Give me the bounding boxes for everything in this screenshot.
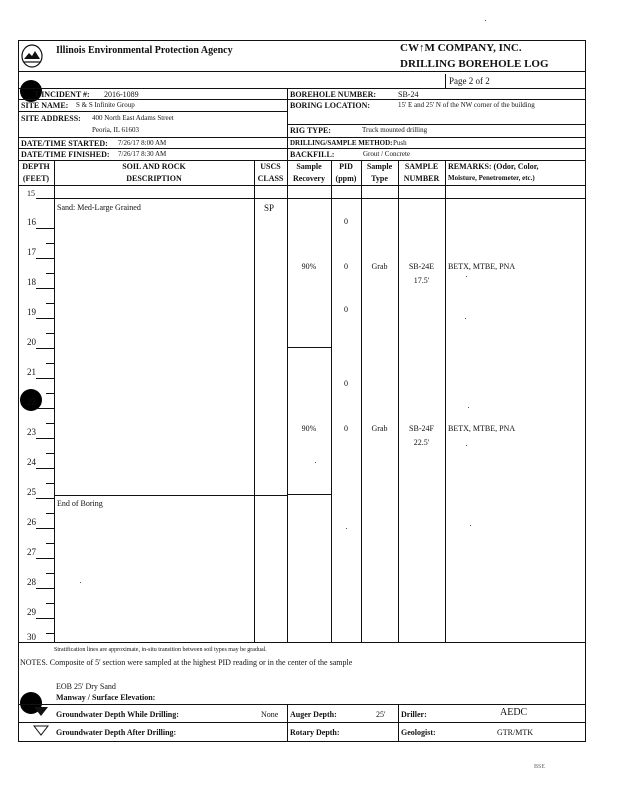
- backfill-label: BACKFILL:: [290, 150, 335, 159]
- depth-15: 15: [27, 189, 35, 198]
- depth-25: 25: [27, 487, 36, 497]
- backfill-value: Grout / Concrete: [363, 150, 411, 158]
- sample-1-number: SB-24E: [408, 262, 435, 271]
- col-uscs-1: USCS: [260, 162, 281, 171]
- date-started-label: DATE/TIME STARTED:: [21, 139, 108, 148]
- notes: NOTES. Composite of 5' section were sampled at the highest PID reading or in the center of the sample: [20, 658, 353, 667]
- sample-2-depth: 22.5': [413, 438, 430, 447]
- geologist-value: GTR/MTK: [497, 728, 533, 737]
- water-level-icon-2: [33, 724, 49, 742]
- water-level-icon-1: [33, 705, 49, 723]
- col-soil-1: SOIL AND ROCK: [122, 162, 186, 171]
- soil-unit-1: Sand: Med-Large Grained: [57, 203, 141, 212]
- depth-scale: [18, 185, 54, 642]
- col-number-1: SAMPLE: [404, 162, 439, 171]
- geologist-label: Geologist:: [401, 728, 436, 737]
- depth-17: 17: [27, 247, 36, 257]
- drilling-method-label: DRILLING/SAMPLE METHOD:: [290, 139, 393, 147]
- page-number: Page 2 of 2: [449, 76, 490, 86]
- sample-2-remarks: BETX, MTBE, PNA: [448, 424, 516, 433]
- sample-1-recovery: 90%: [301, 262, 317, 271]
- gw-after-label: Groundwater Depth After Drilling:: [56, 728, 177, 737]
- sample-1-remarks: BETX, MTBE, PNA: [448, 262, 516, 271]
- sample-2-type: Grab: [371, 424, 388, 433]
- drilling-method-value: Push: [393, 139, 407, 147]
- col-depth-1: DEPTH: [22, 162, 50, 171]
- stratification-note: Stratification lines are approximate, in-situ transition between soil types may be gradual.: [54, 647, 267, 653]
- depth-28: 28: [27, 577, 36, 587]
- gw-while-value: None: [261, 710, 279, 719]
- depth-18: 18: [27, 277, 36, 287]
- col-remarks-2: Moisture, Penetrometer, etc.): [448, 174, 535, 182]
- sample-1-type: Grab: [371, 262, 388, 271]
- sample-2-number: SB-24F: [409, 424, 434, 433]
- col-uscs-2: CLASS: [257, 174, 284, 183]
- col-pid-1: PID: [339, 162, 353, 171]
- manway-label: Manway / Surface Elevation:: [56, 693, 156, 702]
- depth-27: 27: [27, 547, 36, 557]
- agency-logo: [21, 44, 43, 68]
- depth-30: 30: [27, 632, 36, 642]
- depth-29: 29: [27, 607, 36, 617]
- col-remarks-1: REMARKS: (Odor, Color,: [448, 162, 539, 171]
- eob-note: EOB 25' Dry Sand: [56, 682, 116, 691]
- date-finished-value: 7/26/17 8:30 AM: [118, 150, 167, 158]
- depth-20: 20: [27, 337, 36, 347]
- col-number-2: NUMBER: [403, 174, 440, 183]
- depth-24: 24: [27, 457, 36, 467]
- gw-while-label: Groundwater Depth While Drilling:: [56, 710, 179, 719]
- date-started-value: 7/26/17 8:00 AM: [118, 139, 167, 147]
- col-depth-2: (FEET): [22, 174, 50, 183]
- site-address-line1: 400 North East Adams Street: [92, 114, 174, 122]
- driller-label: Driller:: [401, 710, 427, 719]
- sample-2-recovery: 90%: [301, 424, 317, 433]
- rig-type-value: Truck mounted drilling: [362, 126, 428, 134]
- site-address-label: SITE ADDRESS:: [21, 114, 81, 123]
- driller-value: AEDC: [500, 707, 528, 718]
- company-name: CW↑M COMPANY, INC.: [400, 42, 522, 54]
- borehole-label: BOREHOLE NUMBER:: [290, 90, 377, 99]
- col-recovery-1: Sample: [296, 162, 322, 171]
- date-finished-label: DATE/TIME FINISHED:: [21, 150, 110, 159]
- agency-name: Illinois Environmental Protection Agency: [56, 45, 233, 56]
- depth-22: 22: [27, 397, 36, 407]
- soil-unit-1-class: SP: [264, 203, 275, 213]
- incident-value: 2016-1089: [104, 90, 139, 99]
- end-of-boring: End of Boring: [57, 499, 103, 508]
- sample-2-pid: 0: [344, 424, 348, 433]
- col-soil-2: DESCRIPTION: [126, 174, 182, 183]
- depth-21: 21: [27, 367, 36, 377]
- incident-label: T INCIDENT #:: [34, 90, 90, 99]
- pid-reading-1: 0: [344, 217, 348, 226]
- site-name-label: SITE NAME:: [21, 101, 69, 110]
- site-name-value: S & S Infinite Group: [76, 101, 135, 109]
- auger-value: 25': [376, 710, 386, 719]
- pid-reading-2: 0: [344, 305, 348, 314]
- pid-reading-3: 0: [344, 379, 348, 388]
- col-pid-2: (ppm): [335, 174, 357, 183]
- log-title: DRILLING BOREHOLE LOG: [400, 58, 549, 70]
- col-recovery-2: Recovery: [293, 174, 325, 183]
- borehole-value: SB-24: [398, 90, 419, 99]
- sample-1-pid: 0: [344, 262, 348, 271]
- rotary-label: Rotary Depth:: [290, 728, 340, 737]
- site-address-line2: Peoria, IL 61603: [92, 126, 139, 134]
- boring-location-label: BORING LOCATION:: [290, 101, 371, 110]
- page-stamp: BSE: [534, 764, 546, 770]
- boring-location-value: 15' E and 25' N of the NW corner of the building: [398, 101, 535, 109]
- depth-23: 23: [27, 427, 36, 437]
- col-type-2: Type: [371, 174, 388, 183]
- auger-label: Auger Depth:: [290, 710, 337, 719]
- depth-19: 19: [27, 307, 36, 317]
- col-type-1: Sample: [366, 162, 393, 171]
- rig-type-label: RIG TYPE:: [290, 126, 331, 135]
- sample-1-depth: 17.5': [413, 276, 430, 285]
- depth-26: 26: [27, 517, 36, 527]
- depth-16: 16: [27, 217, 36, 227]
